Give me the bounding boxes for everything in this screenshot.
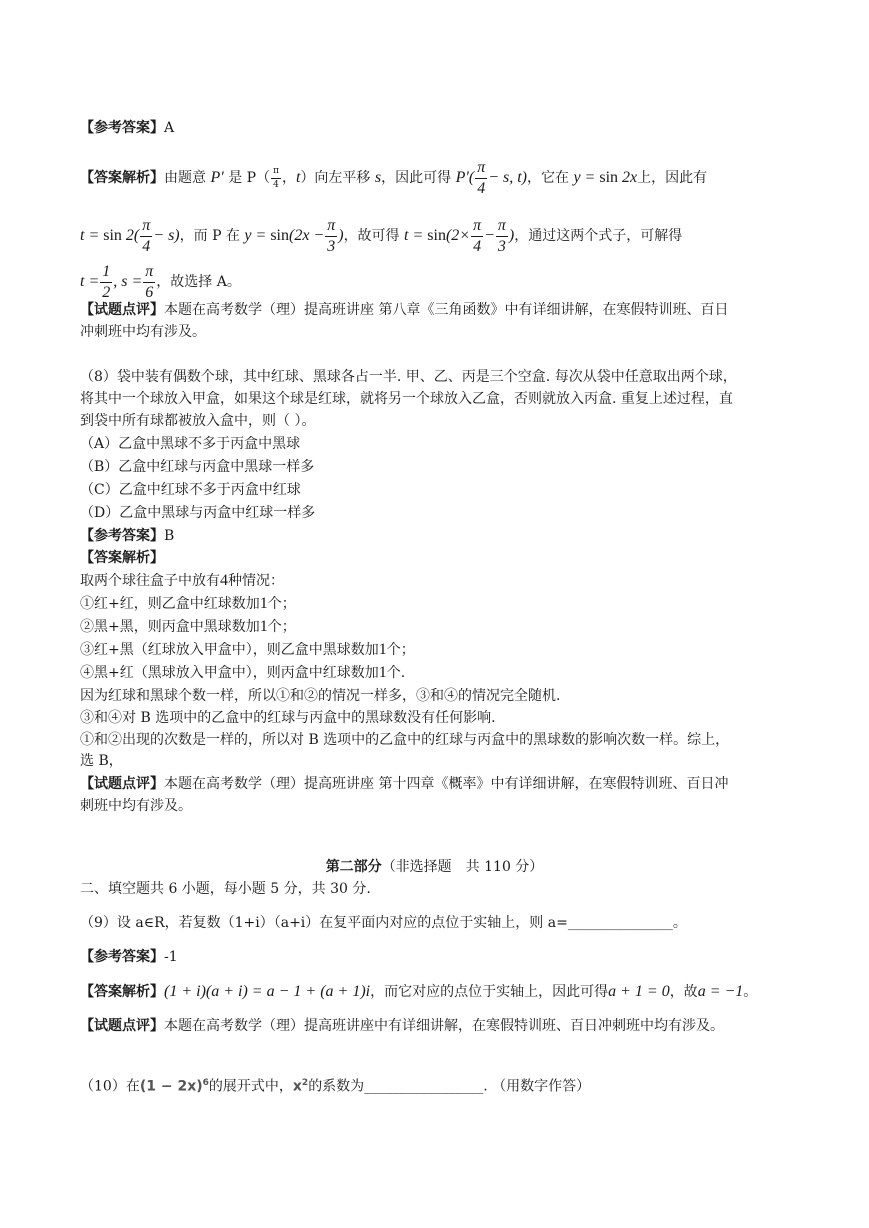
answer-value: B [164, 528, 175, 544]
formula: y = sin(2x − $\frac{\pi}{3}$ ) [244, 217, 344, 255]
formula-exponent: 6 [202, 1078, 209, 1088]
comment-label: 【试题点评】 [80, 1018, 164, 1034]
question-9 [80, 913, 687, 933]
heading-title: 第二部分 [325, 859, 382, 875]
option-d: （D）乙盒中黑球与丙盒中红球一样多 [80, 505, 316, 521]
text: 本题在高考数学（理）提高班讲座中有详细讲解，在寒假特训班、百日冲刺班中均有涉及。 [164, 1018, 724, 1034]
analysis-8-label: 【答案解析】 [80, 550, 164, 566]
text: ，它在 [527, 170, 569, 187]
text: 个. [386, 665, 406, 681]
text: 个； [267, 596, 296, 612]
analysis-9-line [80, 982, 757, 1002]
case-3 [80, 640, 415, 660]
text: 个； [386, 642, 415, 658]
text: （9）设 a∈R，若复数（1+i）（a+i）在复平面内对应的点位于实轴上，则 a= [80, 915, 568, 931]
answer-8-line [80, 526, 174, 546]
text: 。 [672, 915, 687, 931]
text: ②黑+黑，则丙盒中黑球数加 [80, 619, 260, 635]
comment-7-line-1 [80, 300, 728, 320]
text: . （用数字作答） [483, 1078, 591, 1095]
option-a: （A）乙盒中黑球不多于丙盒中黑球 [80, 436, 301, 452]
formula: P′ [210, 169, 224, 187]
text: ③红+黑（红球放入甲盒中），则乙盒中黑球数加 [80, 642, 379, 658]
text: 取两个球往盒子中放有 [80, 573, 220, 589]
formula: t = $\frac{1}{2}$ , s = $\frac{\pi}{6}$ [80, 263, 154, 301]
option-b: （B）乙盒中红球与丙盒中黑球一样多 [80, 459, 315, 475]
text: ，因此可得 [381, 170, 452, 187]
formula: t = sin 2( $\frac{\pi}{4}$ − s) [80, 217, 180, 255]
number: 1 [259, 618, 268, 635]
formula: a = −1 [697, 983, 744, 1000]
comment-7-line-2: 冲刺班中均有涉及。 [80, 324, 206, 340]
formula: P′( $\frac{\pi}{4}$ − s, t) [455, 159, 527, 197]
text: 种情况： [228, 573, 284, 589]
analysis-8-p1: 因为红球和黑球个数一样，所以①和②的情况一样多，③和④的情况完全随机. [80, 688, 561, 704]
text: ，而 P 在 [179, 228, 240, 245]
comment-label: 【试题点评】 [80, 302, 164, 318]
text: ，故选择 A。 [156, 274, 241, 291]
number: 1 [378, 641, 387, 658]
text: 由题意 [164, 170, 206, 187]
case-2 [80, 617, 296, 637]
answer-value: A [164, 120, 175, 136]
answer-blank: _______________ [567, 915, 673, 931]
text: 上，因此有 [637, 170, 708, 187]
question-8-line-1: （8）袋中装有偶数个球，其中红球、黑球各占一半. 甲、乙、丙是三个空盒. 每次从袋中任意取出两个球， [80, 369, 737, 385]
comment-label: 【试题点评】 [80, 776, 164, 792]
analysis-8-p2: ③和④对 B 选项中的乙盒中的红球与丙盒中的黑球数没有任何影响. [80, 710, 496, 726]
text: 的展开式中， [208, 1078, 293, 1095]
formula: t = sin(2× $\frac{\pi}{4}$ − $\frac{\pi}{3}$ ) [404, 217, 515, 255]
formula: $\frac{\pi}{4}$ [273, 165, 279, 190]
text: ，故 [669, 984, 698, 1000]
text: （10）在 [80, 1078, 140, 1095]
analysis-label: 【答案解析】 [80, 984, 164, 1000]
formula: s [374, 169, 382, 187]
answer-blank: _________________ [364, 1078, 484, 1095]
comment-9-line [80, 1016, 724, 1036]
text: 是 P（ [228, 170, 271, 187]
text: ， [281, 170, 296, 187]
formula: t [295, 169, 301, 187]
question-8-line-3: 到袋中所有球都被放入盒中，则（ ）。 [80, 413, 316, 429]
formula: x [292, 1078, 302, 1095]
formula: y = sin 2x [573, 169, 638, 187]
formula: (1 − 2x) [139, 1078, 203, 1095]
text: ）向左平移 [300, 170, 371, 187]
text: ，而它对应的点位于实轴上，因此可得 [370, 984, 609, 1000]
number: 4 [220, 572, 228, 589]
comment-8-line-1 [80, 774, 728, 794]
number: 1 [259, 595, 268, 612]
comment-8-line-2: 刺班中均有涉及。 [80, 798, 192, 814]
analysis-7-line-3 [80, 264, 241, 301]
section-2-heading: 二、填空题共 6 小题，每小题 5 分，共 30 分. [80, 881, 371, 897]
text: 本题在高考数学（理）提高班讲座 第十四章《概率》中有详细讲解，在寒假特训班、百日冲 [164, 776, 729, 792]
answer-label: 【参考答案】 [80, 949, 164, 965]
formula: (1 + i)(a + i) = a − 1 + (a + 1)i [164, 983, 371, 1000]
text: 个； [267, 619, 296, 635]
formula: a + 1 = 0 [608, 983, 670, 1000]
text: 。 [743, 984, 758, 1000]
case-4 [80, 663, 405, 683]
analysis-8-p4: 选 B， [80, 753, 123, 769]
question-10 [80, 1073, 590, 1097]
answer-value: -1 [164, 949, 178, 965]
text: ④黑+红（黑球放入甲盒中），则丙盒中红球数加 [80, 665, 379, 681]
answer-9-line [80, 947, 178, 967]
analysis-7-line-1 [80, 160, 707, 197]
answer-label: 【参考答案】 [80, 528, 164, 544]
text: 本题在高考数学（理）提高班讲座 第八章《三角函数》中有详细讲解，在寒假特训班、百日 [164, 302, 729, 318]
text: ，故可得 [343, 228, 400, 245]
answer-7-line [80, 118, 174, 138]
text: ①红+红，则乙盒中红球数加 [80, 596, 260, 612]
answer-label: 【参考答案】 [80, 120, 164, 136]
part-2-heading [0, 857, 869, 877]
text: 的系数为 [308, 1078, 365, 1095]
text: ，通过这两个式子，可解得 [514, 228, 683, 245]
case-1 [80, 594, 296, 614]
analysis-8-line-1 [80, 571, 284, 591]
analysis-7-line-2 [80, 218, 682, 255]
heading-subtitle: （非选择题 共 110 分） [381, 859, 544, 875]
analysis-label: 【答案解析】 [80, 170, 164, 187]
question-8-line-2: 将其中一个球放入甲盒，如果这个球是红球，就将另一个球放入乙盒，否则就放入丙盒. 重复上述过程，直 [80, 391, 733, 407]
analysis-8-p3: ①和②出现的次数是一样的，所以对 B 选项中的乙盒中的红球与丙盒中的黑球数的影响次数一样。综上， [80, 732, 730, 748]
option-c: （C）乙盒中红球不多于丙盒中红球 [80, 482, 301, 498]
formula-exponent: 2 [301, 1078, 309, 1088]
number: 1 [378, 664, 387, 681]
